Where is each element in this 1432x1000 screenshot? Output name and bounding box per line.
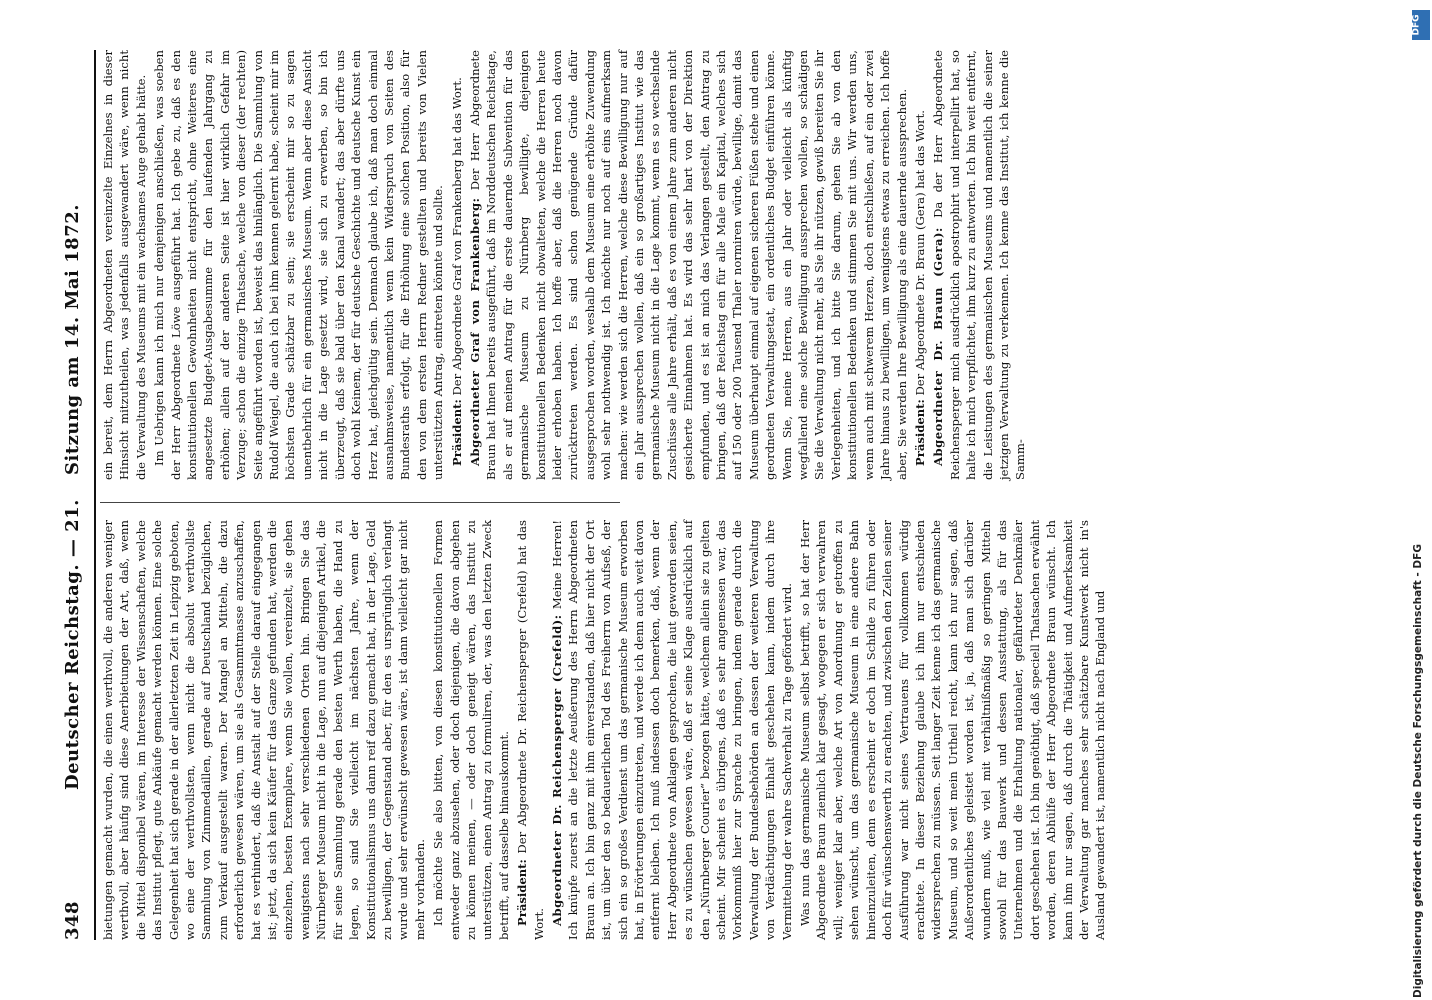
page-header bbox=[62, 50, 94, 940]
speech-text: Der Herr Abgeordnete Braun hat Ihnen bereits ausgeführt, daß im Norddeutschen Reichstage, als er auf meinen Antrag für die erste dauernde Subvention für das germanische Museum zu Nürnberg bewilligte, diejenigen konstitutionellen Bedenken nicht obwalteten, welche die Herren heute leider erhoben haben. Ich hoffe aber, daß die Herren noch davon zurücktreten werden. Es sind schon genügende Gründe dafür ausgesprochen worden, weshalb dem Museum eine erhöhte Zuwendung wohl sehr nothwendig ist. Ich möchte nur noch auf eins aufmerksam machen: wie werden sich die Herren, welche diese Bewilligung nur auf ein Jahr aussprechen wollen, daß ein so großartiges Institut wie das germanische Museum nicht in die Lage kommt, wenn es so wechselnde Zuschüsse alle Jahre erhält, daß es von einem Jahre zum anderen nicht gesicherte Einnahmen hat. Es wird das sehr hart von der Direktion empfunden, und es ist an mich das Verlangen gestellt, den Antrag zu bringen, daß der Reichstag ein für alle Male ein Kapital, welches sich auf 150 oder 200 Tausend Thaler normiren würde, bewillige, damit das Museum überhaupt einmal auf eigenen sicheren Füßen stehe und einen geordneten Verwaltungsetat, ein ordentliches Budget einführen könne. Wenn Sie, meine Herren, aus ein Jahr oder vielleicht als künftig wegfallend eine solche Bewilligung aussprechen wollen, so schädigen Sie die Verwaltung nicht mehr, als Sie ihr nützen, gewiß bereiten Sie ihr Verlegenheiten, und ich bitte Sie darum, gehen Sie ab von den konstitutionellen Bedenken und stimmen Sie mit uns. Wir werden uns, wenn auch mit schwerem Herzen, doch entschließen, auf ein oder zwei Jahre hinaus zu bewilligen, um wenigstens etwas zu erreichen. Ich hoffe aber, Sie werden Ihre Bewilligung als eine dauernde aussprechen. bbox=[467, 50, 909, 480]
digitization-note-text: Digitalisierung gefördert durch die Deutsche Forschungsgemeinschaft - DFG bbox=[1412, 544, 1424, 998]
column-divider bbox=[100, 502, 620, 503]
president-line bbox=[449, 50, 465, 480]
paragraph: Ich möchte Sie also bitten, von diesen konstitutionellen Formen entweder ganz abzusehen, oder doch diejenigen, die davon abgehen zu können meinen, — oder doch geneigt wären, das Institut zu unterstützen, einen Antrag zu formuliren, der, was den letzten Zweck betrifft, auf dasselbe hinauskommt. bbox=[431, 520, 511, 940]
president-label: Präsident: bbox=[449, 399, 464, 466]
president-label: Präsident: bbox=[515, 859, 530, 926]
president-line bbox=[912, 50, 928, 480]
paragraph: Was nun das germanische Museum selbst betrifft, so hat der Herr Abgeordnete Braun ziemlich klar gesagt, wogegen er sich verwahren will; weniger klar aber, welche Art von Anordnung er getroffen zu sehen wünscht, um das germanische Museum in eine andere Bahn hineinzuleiten, denn es erscheint er doch im Schilde zu führen oder doch für wünschenswerth zu erachten, und zwischen den Zeilen seiner Ausführung war nicht seines Vertrauens für vollkommen würdig erachtete. In dieser Beziehung glaube ich ihm nur entschieden widersprechen zu müssen. Seit langer Zeit kenne ich das germanische Museum, und so weit mein Urtheil reicht, kann ich nur sagen, daß Außerordentliches geleistet worden ist, ja, daß man sich darüber wundern muß, wie viel mit verhältnißmäßig so geringen Mitteln sowohl für das Bauwerk und dessen Ausstattung, als für das Unternehmen und die Erhaltung nationaler, gefährdeter Denkmäler dort geschehen ist. Ich bin genöthigt, daß speciell Thatsachen erwähnt worden, deren Abhülfe der Herr Abgeordnete Braun wünscht. Ich kann ihm nur sagen, daß durch die Thätigkeit und Aufmerksamkeit der Verwaltung gar manches sehr schätzbare Kunstwerk nicht in's Ausland gewandert ist, namentlich nicht nach England und bbox=[798, 520, 1108, 940]
speaker-name: Abgeordneter Dr. Reichensperger (Crefeld): bbox=[549, 614, 564, 926]
dfg-logo bbox=[1412, 10, 1430, 40]
paragraph: Im Uebrigen kann ich mich nur demjenigen anschließen, was soeben der Herr Abgeordnete Löwe ausgeführt hat. Ich gebe zu, daß es den konstitutionellen Gewohnheiten nicht entspricht, ohne Weiteres eine angesetzte Budget-Ausgabesumme für den laufenden Jahrgang zu erhöhen; allein auf der anderen Seite ist hier wirklich Gefahr im Verzuge; schon die einzige Thatsache, welche von dieser (der rechten) Seite angeführt worden ist, beweist das hinlänglich. Die Sammlung von Rudolf Weigel, die auch ich bei ihm kennen gelernt habe, scheint mir im höchsten Grade schätzbar zu sein; sie erscheint mir so zu sagen unentbehrlich für ein germanisches Museum. Wenn aber diese Ansicht nicht in die Lage gesetzt wird, sie sich zu erwerben, so bin ich überzeugt, daß sie bald über den Kanal wandert; das aber dürfte uns doch wohl Keinem, der für deutsche Geschichte und deutsche Kunst ein Herz hat, gleichgültig sein. Demnach glaube ich, daß man doch einmal ausnahmsweise, namentlich wenn kein Widerspruch von Seiten des Bundesraths erfolgt, für die Erhöhung eine solchen Position, also für den von dem ersten Herrn Redner gestellten und bereits von Vielen unterstützten Antrag, eintreten könnte und sollte. bbox=[152, 50, 446, 480]
speech-text: Meine Herren! Ich knüpfe zuerst an die letzte Aeußerung des Herrn Abgeordneten Braun an. Ich bin ganz mit ihm einverstanden, daß hier nicht der Ort ist, um über den so bedauerlichen Tod des Freiherrn von Aufseß, der sich ein so großes Verdienst um das germanische Museum erworben hat, in Erörterungen einzutreten, und werde ich denn auch weit davon entfernt bleiben. Ich muß indessen doch bemerken, daß, wenn der Herr Abgeordnete von Anklagen gesprochen, die laut geworden seien, es zu wünschen gewesen wäre, daß er seine Klage ausdrücklich auf den „Nürnberger Courier“ bezogen hätte, welchem allein sie zu gelten scheint. Mir scheint es übrigens, daß es sehr angemessen war, das Vorkommniß hier zur Sprache zu bringen, indem gerade durch die Verwaltung der Bundesbehörden an dessen der weiteren Verwaltung von Verdächtigungen Einhalt geschehen kann, indem durch ihre Vermittelung der wahre Sachverhalt zu Tage gefördert wird. bbox=[549, 520, 794, 940]
header-title: Deutscher Reichstag. — 21. bbox=[62, 499, 83, 790]
header-rule bbox=[94, 50, 96, 940]
speech-paragraph bbox=[930, 50, 1028, 480]
speech-text: Da der Herr Abgeordnete Reichensperger mich ausdrücklich apostrophirt und interpellirt hat, so halte ich mich verpflichtet, ihm kurz zu antworten. Ich bin weit entfernt, die Leistungen des germanischen Museums und namentlich die seiner jetzigen Verwaltung zu verkennen. Ich kenne das Institut, ich kenne die Samm- bbox=[931, 50, 1028, 480]
page-number: 348 bbox=[62, 900, 83, 940]
president-text: Der Abgeordnete Dr. Braun (Gera) hat das Wort. bbox=[912, 110, 927, 396]
digitization-note bbox=[1412, 8, 1430, 998]
president-text: Der Abgeordnete Dr. Reichensperger (Crefeld) hat das Wort. bbox=[515, 520, 546, 940]
header-sitting-date: Sitzung am 14. Mai 1872. bbox=[62, 203, 83, 475]
paragraph: bietungen gemacht wurden, die einen werthvoll, die anderen weniger werthvoll, aber häufig sind diese Anerbietungen der Art, daß, wenn die Mittel disponibel wären, im Interesse der Wissenschaften, welche das Institut pflegt, gute Ankäufe gemacht werden können. Eine solche Gelegenheit hat sich gerade in der allerletzten Zeit in Leipzig geboten, wo eine der werthvollsten, wenn nicht die absolut werthvollste Sammlung von Zinnmedaillen, gerade auf Deutschland bezüglichen, zum Verkauf ausgestellt waren. Der Mangel an Mitteln, die dazu erforderlich gewesen wären, um sie als Gesammtmasse anzuschaffen, hat es verhindert, daß die Anstalt auf der Stelle darauf eingegangen ist; jetzt, da sich kein Käufer für das Ganze gefunden hat, werden die einzelnen, besten Exemplare, wenn Sie wollen, vereinzelt, sie gehen wenigstens nach sehr verschiedenen Orten hin. Bringen Sie das Nürnberger Museum nicht in die Lage, nun auf diejenigen Artikel, die für seine Sammlung gerade den besten Werth haben, die Hand zu legen, so sind Sie vielleicht im nächsten Jahre, wenn der Konstitutionalismus uns dann reif dazu gemacht hat, in der Lage, Geld zu bewilligen, der Gegenstand aber, für den es ursprünglich verlangt wurde und sehr erwünscht gewesen wäre, ist dann vielleicht gar nicht mehr vorhanden. bbox=[101, 520, 427, 940]
president-line bbox=[514, 520, 547, 940]
dfg-logo-text: DFG bbox=[1411, 14, 1422, 36]
speech-paragraph bbox=[549, 520, 795, 940]
speech-paragraph bbox=[467, 50, 910, 480]
president-label: Präsident: bbox=[912, 399, 927, 466]
paragraph: ein bereit, dem Herrn Abgeordneten vereinzelte Einzelnes in dieser Hinsicht mitzutheilen, was jedenfalls ausgewandert wäre, wenn nicht die Verwaltung des Museums mit ein wachsames Auge gehabt hätte. bbox=[101, 50, 148, 480]
president-text: Der Abgeordnete Graf von Frankenberg hat das Wort. bbox=[449, 77, 464, 396]
left-column bbox=[100, 520, 1400, 940]
speaker-name: Abgeordneter Dr. Braun (Gera): bbox=[931, 227, 946, 466]
right-column bbox=[100, 50, 1400, 480]
speaker-name: Abgeordneter Graf von Frankenberg: bbox=[467, 197, 482, 466]
